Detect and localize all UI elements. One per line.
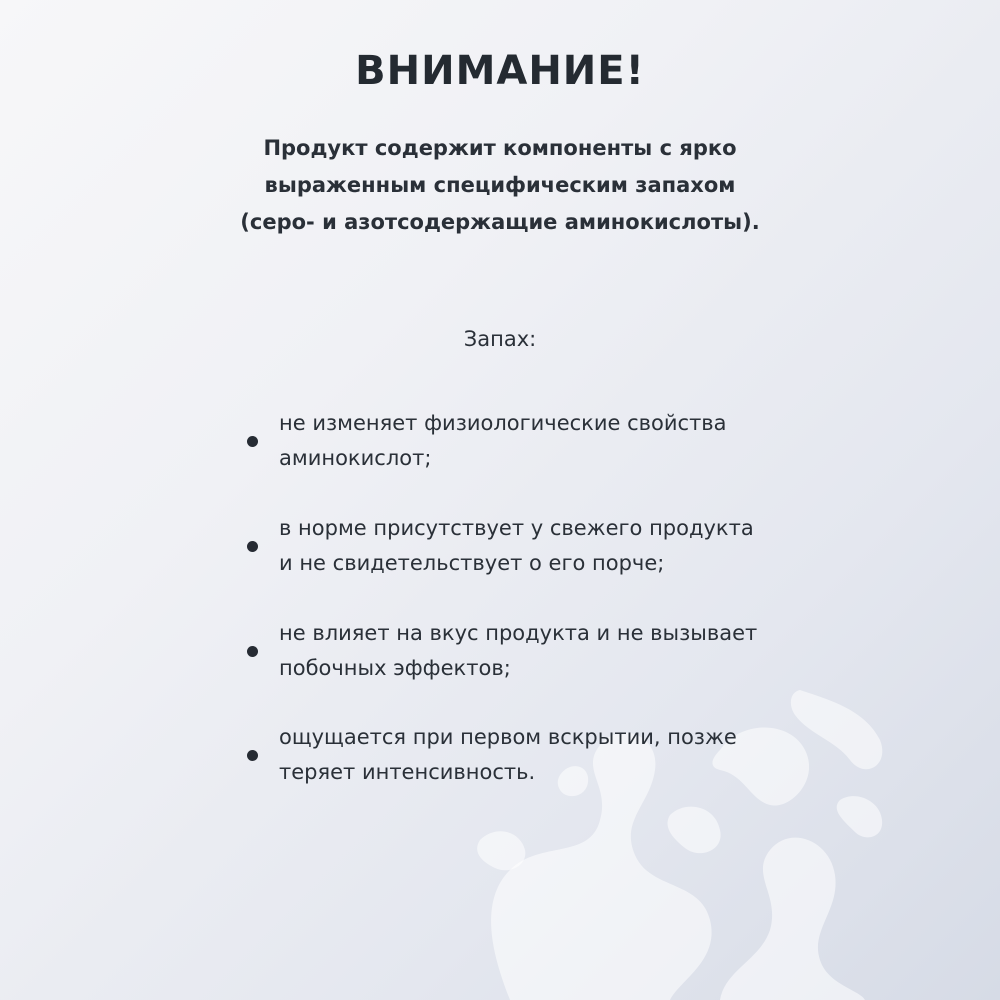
list-item-line: побочных эффектов; xyxy=(279,656,511,680)
bullet-dot-icon xyxy=(247,436,258,447)
list-item-line: теряет интенсивность. xyxy=(279,760,536,784)
list-item-line: в норме присутствует у свежего продукта xyxy=(279,516,754,540)
list-item-line: не влияет на вкус продукта и не вызывает xyxy=(279,621,758,645)
intro-line: Продукт содержит компоненты с ярко xyxy=(263,136,737,160)
list-item-text xyxy=(279,616,859,686)
bullet-dot-icon xyxy=(247,750,258,761)
list-item-text xyxy=(279,511,859,581)
list-item-text xyxy=(279,406,859,476)
bullet-dot-icon xyxy=(247,646,258,657)
intro-line: выраженным специфическим запахом xyxy=(264,173,736,197)
bullet-dot-icon xyxy=(247,541,258,552)
list-item-line: ощущается при первом вскрытии, позже xyxy=(279,725,737,749)
smell-heading: Запах: xyxy=(463,327,537,351)
list-item-line: аминокислот; xyxy=(279,446,432,470)
list-item-text xyxy=(279,720,859,790)
page-title: ВНИМАНИЕ! xyxy=(355,48,645,94)
list-item-line: и не свидетельствует о его порче; xyxy=(279,551,665,575)
list-item-line: не изменяет физиологические свойства xyxy=(279,411,727,435)
intro-line: (серо- и азотсодержащие аминокислоты). xyxy=(240,210,760,234)
